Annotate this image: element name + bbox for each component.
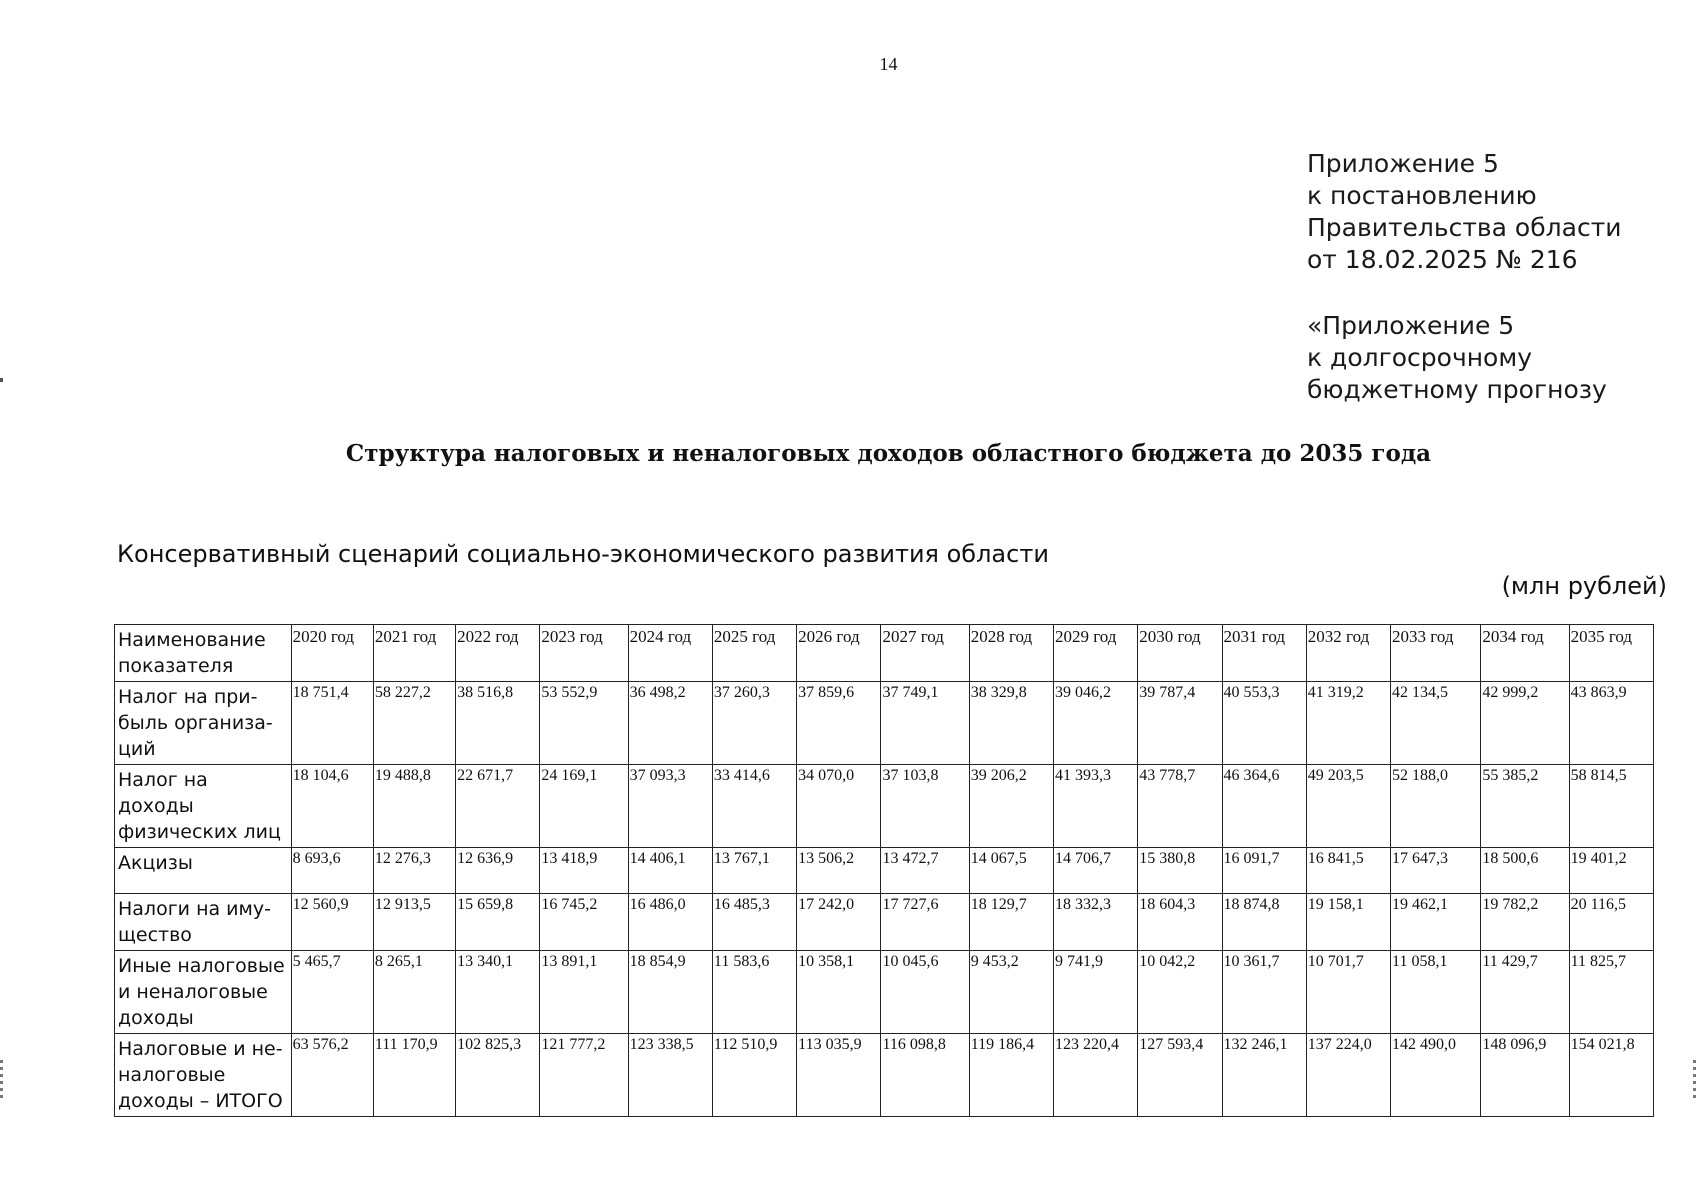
value-cell: 13 472,7 <box>881 848 969 894</box>
column-header-year: 2020 год <box>291 625 373 682</box>
value-cell: 11 583,6 <box>712 951 796 1034</box>
value-cell: 10 358,1 <box>797 951 881 1034</box>
appendix-header-line: Приложение 5 <box>1307 149 1499 178</box>
appendix-header <box>1307 148 1622 276</box>
value-cell: 17 647,3 <box>1391 848 1481 894</box>
value-cell: 13 340,1 <box>456 951 540 1034</box>
appendix-header-line: от 18.02.2025 № 216 <box>1307 245 1578 274</box>
revenue-table <box>114 624 1654 1117</box>
value-cell: 16 841,5 <box>1306 848 1390 894</box>
value-cell: 8 265,1 <box>373 951 455 1034</box>
value-cell: 20 116,5 <box>1569 894 1653 951</box>
value-cell: 11 429,7 <box>1481 951 1569 1034</box>
value-cell: 55 385,2 <box>1481 765 1569 848</box>
column-header-year: 2029 год <box>1053 625 1137 682</box>
value-cell: 8 693,6 <box>291 848 373 894</box>
value-cell: 112 510,9 <box>712 1034 796 1117</box>
value-cell: 9 453,2 <box>969 951 1053 1034</box>
value-cell: 39 787,4 <box>1138 682 1222 765</box>
value-cell: 22 671,7 <box>456 765 540 848</box>
value-cell: 16 745,2 <box>540 894 628 951</box>
value-cell: 19 782,2 <box>1481 894 1569 951</box>
value-cell: 41 319,2 <box>1306 682 1390 765</box>
value-cell: 37 103,8 <box>881 765 969 848</box>
value-cell: 18 604,3 <box>1138 894 1222 951</box>
table-header-row <box>115 625 1654 682</box>
units-label: (млн рублей) <box>1501 572 1667 600</box>
column-header-year: 2035 год <box>1569 625 1653 682</box>
value-cell: 11 825,7 <box>1569 951 1653 1034</box>
value-cell: 10 361,7 <box>1222 951 1306 1034</box>
value-cell: 102 825,3 <box>456 1034 540 1117</box>
value-cell: 13 767,1 <box>712 848 796 894</box>
scenario-caption: Консервативный сценарий социально-экономического развития области <box>117 540 1049 568</box>
value-cell: 123 338,5 <box>628 1034 712 1117</box>
value-cell: 18 129,7 <box>969 894 1053 951</box>
value-cell: 19 401,2 <box>1569 848 1653 894</box>
value-cell: 10 701,7 <box>1306 951 1390 1034</box>
value-cell: 148 096,9 <box>1481 1034 1569 1117</box>
value-cell: 37 749,1 <box>881 682 969 765</box>
value-cell: 142 490,0 <box>1391 1034 1481 1117</box>
column-header-year: 2033 год <box>1391 625 1481 682</box>
value-cell: 18 104,6 <box>291 765 373 848</box>
value-cell: 46 364,6 <box>1222 765 1306 848</box>
table-row <box>115 1034 1654 1117</box>
page-number: 14 <box>879 54 898 74</box>
value-cell: 12 560,9 <box>291 894 373 951</box>
value-cell: 10 042,2 <box>1138 951 1222 1034</box>
appendix-header-line: Правительства области <box>1307 213 1622 242</box>
value-cell: 24 169,1 <box>540 765 628 848</box>
value-cell: 34 070,0 <box>797 765 881 848</box>
value-cell: 13 506,2 <box>797 848 881 894</box>
column-header-name: Наименование показателя <box>115 625 292 682</box>
column-header-year: 2021 год <box>373 625 455 682</box>
value-cell: 58 227,2 <box>373 682 455 765</box>
value-cell: 63 576,2 <box>291 1034 373 1117</box>
table-row <box>115 682 1654 765</box>
value-cell: 38 516,8 <box>456 682 540 765</box>
appendix-quote-line: «Приложение 5 <box>1307 311 1515 340</box>
value-cell: 42 134,5 <box>1391 682 1481 765</box>
value-cell: 13 891,1 <box>540 951 628 1034</box>
row-name-cell: Налоги на иму-щество <box>115 894 292 951</box>
row-name-cell: Иные налоговые и неналоговые доходы <box>115 951 292 1034</box>
value-cell: 18 854,9 <box>628 951 712 1034</box>
value-cell: 37 859,6 <box>797 682 881 765</box>
value-cell: 37 093,3 <box>628 765 712 848</box>
value-cell: 42 999,2 <box>1481 682 1569 765</box>
value-cell: 18 874,8 <box>1222 894 1306 951</box>
value-cell: 17 242,0 <box>797 894 881 951</box>
row-name-cell: Налог на при-быль организа-ций <box>115 682 292 765</box>
value-cell: 43 863,9 <box>1569 682 1653 765</box>
value-cell: 113 035,9 <box>797 1034 881 1117</box>
column-header-year: 2032 год <box>1306 625 1390 682</box>
appendix-header-line: к постановлению <box>1307 181 1537 210</box>
column-header-year: 2034 год <box>1481 625 1569 682</box>
value-cell: 16 485,3 <box>712 894 796 951</box>
column-header-year: 2028 год <box>969 625 1053 682</box>
value-cell: 18 751,4 <box>291 682 373 765</box>
column-header-year: 2025 год <box>712 625 796 682</box>
value-cell: 18 332,3 <box>1053 894 1137 951</box>
value-cell: 137 224,0 <box>1306 1034 1390 1117</box>
value-cell: 15 659,8 <box>456 894 540 951</box>
value-cell: 15 380,8 <box>1138 848 1222 894</box>
document-title: Структура налоговых и неналоговых доходов областного бюджета до 2035 года <box>345 440 1432 467</box>
value-cell: 16 486,0 <box>628 894 712 951</box>
value-cell: 10 045,6 <box>881 951 969 1034</box>
column-header-year: 2030 год <box>1138 625 1222 682</box>
column-header-year: 2023 год <box>540 625 628 682</box>
scan-edge-mark <box>1693 1060 1696 1100</box>
value-cell: 40 553,3 <box>1222 682 1306 765</box>
value-cell: 37 260,3 <box>712 682 796 765</box>
value-cell: 119 186,4 <box>969 1034 1053 1117</box>
value-cell: 116 098,8 <box>881 1034 969 1117</box>
value-cell: 14 067,5 <box>969 848 1053 894</box>
scan-edge-mark <box>0 1060 3 1100</box>
value-cell: 12 913,5 <box>373 894 455 951</box>
value-cell: 39 206,2 <box>969 765 1053 848</box>
value-cell: 111 170,9 <box>373 1034 455 1117</box>
value-cell: 58 814,5 <box>1569 765 1653 848</box>
value-cell: 121 777,2 <box>540 1034 628 1117</box>
appendix-quote-line: бюджетному прогнозу <box>1307 375 1607 404</box>
column-header-year: 2024 год <box>628 625 712 682</box>
value-cell: 19 462,1 <box>1391 894 1481 951</box>
value-cell: 43 778,7 <box>1138 765 1222 848</box>
value-cell: 127 593,4 <box>1138 1034 1222 1117</box>
table-row <box>115 951 1654 1034</box>
scan-edge-mark <box>0 378 3 382</box>
table-row <box>115 765 1654 848</box>
table-row <box>115 848 1654 894</box>
table-row <box>115 894 1654 951</box>
column-header-year: 2027 год <box>881 625 969 682</box>
value-cell: 49 203,5 <box>1306 765 1390 848</box>
value-cell: 9 741,9 <box>1053 951 1137 1034</box>
value-cell: 12 276,3 <box>373 848 455 894</box>
column-header-year: 2031 год <box>1222 625 1306 682</box>
value-cell: 17 727,6 <box>881 894 969 951</box>
value-cell: 154 021,8 <box>1569 1034 1653 1117</box>
value-cell: 53 552,9 <box>540 682 628 765</box>
value-cell: 38 329,8 <box>969 682 1053 765</box>
value-cell: 52 188,0 <box>1391 765 1481 848</box>
value-cell: 16 091,7 <box>1222 848 1306 894</box>
value-cell: 12 636,9 <box>456 848 540 894</box>
row-name-cell: Налоговые и не-налоговые доходы – ИТОГО <box>115 1034 292 1117</box>
value-cell: 132 246,1 <box>1222 1034 1306 1117</box>
value-cell: 19 488,8 <box>373 765 455 848</box>
value-cell: 36 498,2 <box>628 682 712 765</box>
column-header-year: 2022 год <box>456 625 540 682</box>
row-name-cell: Акцизы <box>115 848 292 894</box>
value-cell: 13 418,9 <box>540 848 628 894</box>
value-cell: 39 046,2 <box>1053 682 1137 765</box>
column-header-year: 2026 год <box>797 625 881 682</box>
value-cell: 18 500,6 <box>1481 848 1569 894</box>
value-cell: 33 414,6 <box>712 765 796 848</box>
value-cell: 14 406,1 <box>628 848 712 894</box>
appendix-quote <box>1307 310 1607 406</box>
value-cell: 14 706,7 <box>1053 848 1137 894</box>
value-cell: 19 158,1 <box>1306 894 1390 951</box>
appendix-quote-line: к долгосрочному <box>1307 343 1533 372</box>
value-cell: 123 220,4 <box>1053 1034 1137 1117</box>
row-name-cell: Налог на доходы физических лиц <box>115 765 292 848</box>
value-cell: 11 058,1 <box>1391 951 1481 1034</box>
value-cell: 5 465,7 <box>291 951 373 1034</box>
value-cell: 41 393,3 <box>1053 765 1137 848</box>
